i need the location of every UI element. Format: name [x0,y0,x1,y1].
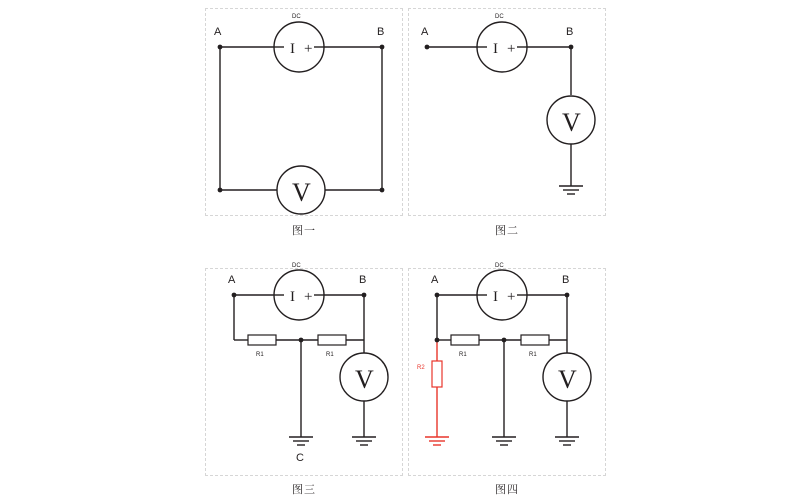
resistor-r2 [432,361,442,387]
terminal-a-dot [218,45,223,50]
figure-2-schematic [409,9,605,215]
terminal-b-label: B [562,274,570,286]
figure-panel-2 [408,8,606,216]
node-a-rail-dot [435,338,440,343]
figure-4-caption: 图四 [495,484,519,496]
ground-symbol [559,186,583,194]
figure-2-caption: 图二 [495,225,519,237]
ground-symbol-r2 [425,437,449,445]
node-c-label: C [296,452,304,464]
terminal-b-dot [565,293,570,298]
figure-panel-1 [205,8,403,216]
terminal-a-dot [232,293,237,298]
terminal-b-label: B [377,26,385,38]
figure-3-caption: 图三 [292,484,316,496]
node-c-dot [299,338,304,343]
source-current-label: I [290,41,295,57]
voltmeter-label: V [558,365,577,394]
terminal-a-label: A [421,26,429,38]
figure-3-schematic [206,263,402,475]
resistor-r1-left [248,335,276,345]
resistor-r1-right-label: R1 [326,352,334,358]
figure-1-caption: 图一 [292,225,316,237]
node-center-dot [502,338,507,343]
terminal-a-label: A [431,274,439,286]
resistor-r1-right [521,335,549,345]
terminal-b-dot [380,45,385,50]
source-dc-label: DC [292,14,301,20]
source-polarity-label: + [507,289,516,305]
resistor-r1-right-label: R1 [529,352,537,358]
resistor-r1-right [318,335,346,345]
source-dc-label: DC [495,263,504,269]
ground-symbol-center [289,437,313,445]
source-dc-label: DC [495,14,504,20]
corner-left-dot [218,188,223,193]
resistor-r1-left [451,335,479,345]
ground-symbol-right [555,437,579,445]
figure-4-schematic [409,263,605,475]
voltmeter-label: V [292,178,311,207]
resistor-r1-left-label: R1 [256,352,264,358]
terminal-b-label: B [566,26,574,38]
terminal-a-dot [435,293,440,298]
corner-right-dot [380,188,385,193]
terminal-b-label: B [359,274,367,286]
figure-1-schematic [206,9,402,215]
terminal-a-label: A [228,274,236,286]
source-dc-label: DC [292,263,301,269]
voltmeter-label: V [355,365,374,394]
terminal-b-dot [569,45,574,50]
source-current-label: I [290,289,295,305]
source-polarity-label: + [304,41,313,57]
figure-panel-3 [205,263,403,476]
resistor-r2-label: R2 [417,365,425,371]
ground-symbol-center [492,437,516,445]
ground-symbol-right [352,437,376,445]
terminal-a-dot [425,45,430,50]
source-current-label: I [493,289,498,305]
figure-panel-4 [408,263,606,476]
terminal-b-dot [362,293,367,298]
source-polarity-label: + [507,41,516,57]
source-current-label: I [493,41,498,57]
terminal-a-label: A [214,26,222,38]
voltmeter-label: V [562,108,581,137]
source-polarity-label: + [304,289,313,305]
resistor-r1-left-label: R1 [459,352,467,358]
